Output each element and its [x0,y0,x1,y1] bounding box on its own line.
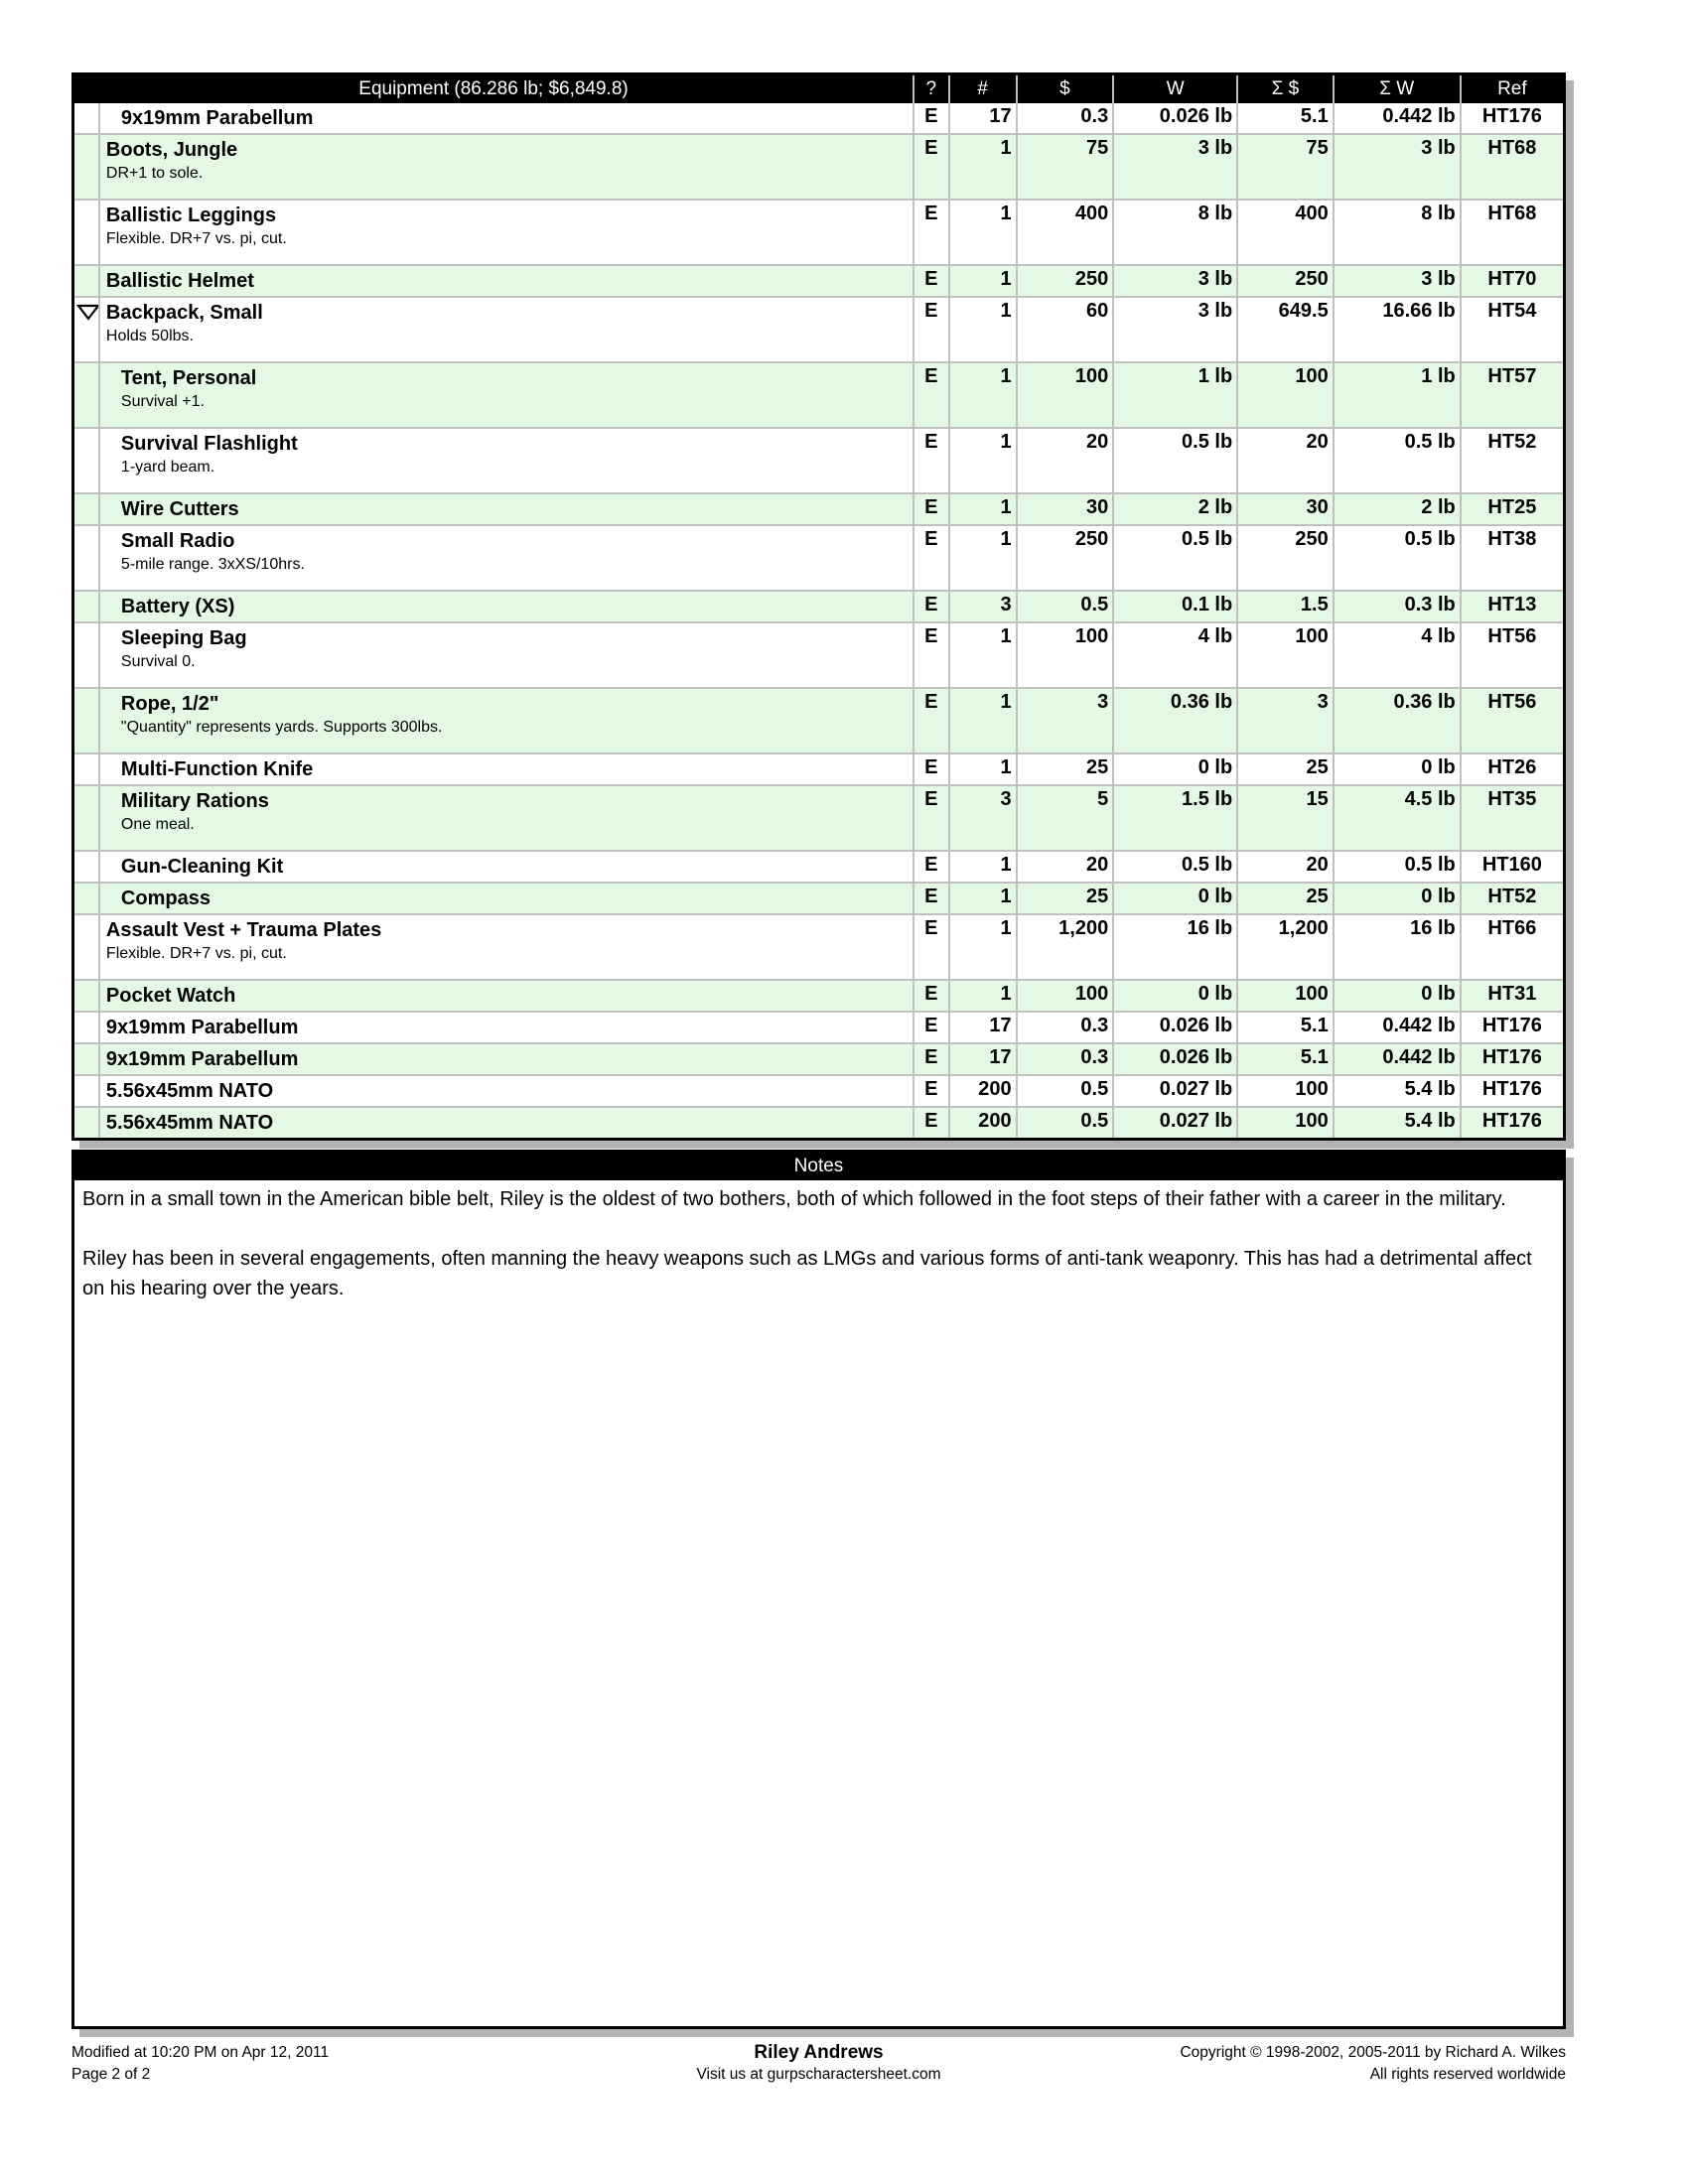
footer-left [71,2042,520,2086]
total-cost-value: 250 [1237,265,1334,297]
weight-value: 1 lb [1113,362,1237,428]
weight-value: 0.026 lb [1113,103,1237,134]
row-marker-cell [73,297,99,362]
total-cost-value: 100 [1237,622,1334,688]
item-cell [99,200,914,265]
item-name: Survival Flashlight [120,433,298,455]
character-name: Riley Andrews [754,2042,884,2063]
item-name: Military Rations [120,790,269,812]
quantity-value: 1 [949,914,1017,980]
row-marker-cell [73,1043,99,1075]
total-cost-value: 25 [1237,753,1334,785]
item-cell [99,134,914,200]
expand-collapse-icon[interactable] [76,304,99,321]
equipment-section [71,72,1566,1141]
ref-value: HT56 [1461,688,1565,753]
total-weight-value: 0.442 lb [1334,1043,1461,1075]
cost-value: 250 [1017,525,1114,591]
total-cost-value: 5.1 [1237,1012,1334,1043]
page-footer [71,2042,1566,2086]
item-cell [99,914,914,980]
col-header-flag: ? [914,74,949,104]
total-cost-value: 20 [1237,428,1334,493]
total-weight-value: 3 lb [1334,134,1461,200]
equipped-flag: E [914,134,949,200]
ref-value: HT52 [1461,428,1565,493]
ref-value: HT68 [1461,200,1565,265]
cost-value: 250 [1017,265,1114,297]
equipped-flag: E [914,493,949,525]
weight-value: 0.36 lb [1113,688,1237,753]
equipped-flag: E [914,297,949,362]
cost-value: 25 [1017,753,1114,785]
quantity-value: 200 [949,1107,1017,1140]
equipment-title: Equipment (86.286 lb; $6,849.8) [73,74,914,104]
rights-text: All rights reserved worldwide [1369,2066,1566,2083]
item-cell [99,980,914,1012]
table-row[interactable] [73,1107,1565,1140]
ref-value: HT176 [1461,103,1565,134]
equipped-flag: E [914,688,949,753]
weight-value: 0.5 lb [1113,428,1237,493]
cost-value: 3 [1017,688,1114,753]
item-cell [99,591,914,622]
item-description: "Quantity" represents yards. Supports 300lbs. [120,719,443,736]
notes-section [71,1150,1566,2029]
equipped-flag: E [914,265,949,297]
quantity-value: 1 [949,200,1017,265]
table-row[interactable] [73,688,1565,753]
notes-title: Notes [74,1153,1563,1180]
ref-value: HT52 [1461,883,1565,914]
cost-value: 20 [1017,851,1114,883]
equipped-flag: E [914,753,949,785]
row-marker-cell [73,525,99,591]
weight-value: 0 lb [1113,883,1237,914]
item-name: Gun-Cleaning Kit [120,856,284,878]
ref-value: HT35 [1461,785,1565,851]
item-name: Compass [120,887,211,909]
cost-value: 0.3 [1017,1043,1114,1075]
table-row[interactable] [73,428,1565,493]
quantity-value: 1 [949,688,1017,753]
cost-value: 20 [1017,428,1114,493]
item-cell [99,785,914,851]
equipped-flag: E [914,914,949,980]
cost-value: 30 [1017,493,1114,525]
cost-value: 0.5 [1017,1107,1114,1140]
equipped-flag: E [914,785,949,851]
quantity-value: 1 [949,525,1017,591]
ref-value: HT26 [1461,753,1565,785]
item-description: 5-mile range. 3xXS/10hrs. [120,556,305,573]
equipment-table-header [73,74,1565,104]
total-weight-value: 1 lb [1334,362,1461,428]
item-description: 1-yard beam. [120,459,215,476]
item-name: Wire Cutters [120,498,239,520]
row-marker-cell [73,200,99,265]
weight-value: 2 lb [1113,493,1237,525]
ref-value: HT176 [1461,1012,1565,1043]
quantity-value: 1 [949,622,1017,688]
weight-value: 0 lb [1113,980,1237,1012]
copyright-text: Copyright © 1998-2002, 2005-2011 by Richard A. Wilkes [1180,2044,1566,2061]
quantity-value: 17 [949,1043,1017,1075]
item-name: 5.56x45mm NATO [105,1112,274,1134]
total-weight-value: 5.4 lb [1334,1075,1461,1107]
table-row[interactable] [73,753,1565,785]
modified-timestamp: Modified at 10:20 PM on Apr 12, 2011 [71,2044,330,2061]
row-marker-cell [73,851,99,883]
footer-center [520,2042,1118,2086]
row-marker-cell [73,914,99,980]
item-cell [99,265,914,297]
col-header-sum-cost: Σ $ [1237,74,1334,104]
ref-value: HT176 [1461,1107,1565,1140]
row-marker-cell [73,883,99,914]
quantity-value: 3 [949,785,1017,851]
cost-value: 1,200 [1017,914,1114,980]
weight-value: 3 lb [1113,265,1237,297]
quantity-value: 1 [949,753,1017,785]
item-name: 9x19mm Parabellum [105,1017,299,1038]
cost-value: 25 [1017,883,1114,914]
quantity-value: 1 [949,134,1017,200]
item-name: Pocket Watch [105,985,236,1007]
equipped-flag: E [914,851,949,883]
quantity-value: 1 [949,883,1017,914]
equipment-table [71,72,1566,1141]
total-weight-value: 0.5 lb [1334,851,1461,883]
row-marker-cell [73,785,99,851]
total-cost-value: 30 [1237,493,1334,525]
row-marker-cell [73,1107,99,1140]
total-cost-value: 100 [1237,1107,1334,1140]
item-cell [99,428,914,493]
table-row[interactable] [73,200,1565,265]
col-header-sum-weight: Σ W [1334,74,1461,104]
equipped-flag: E [914,200,949,265]
table-row[interactable] [73,785,1565,851]
ref-value: HT31 [1461,980,1565,1012]
notes-paragraph: Born in a small town in the American bible belt, Riley is the oldest of two bothers, both of which followed in the foot steps of their father with a career in the military. [82,1188,1506,1210]
table-row[interactable] [73,103,1565,134]
item-name: Assault Vest + Trauma Plates [105,919,382,941]
item-description: Flexible. DR+7 vs. pi, cut. [105,230,287,247]
item-cell [99,1012,914,1043]
total-weight-value: 0 lb [1334,753,1461,785]
total-cost-value: 400 [1237,200,1334,265]
quantity-value: 1 [949,851,1017,883]
table-row[interactable] [73,1012,1565,1043]
table-row[interactable] [73,1075,1565,1107]
ref-value: HT56 [1461,622,1565,688]
item-name: Ballistic Leggings [105,205,277,226]
item-name: 9x19mm Parabellum [120,107,314,129]
total-cost-value: 100 [1237,362,1334,428]
table-row[interactable] [73,883,1565,914]
row-marker-cell [73,1075,99,1107]
item-cell [99,1075,914,1107]
item-name: Boots, Jungle [105,139,238,161]
item-name: Rope, 1/2" [120,693,219,715]
item-name: Multi-Function Knife [120,758,314,780]
total-cost-value: 20 [1237,851,1334,883]
item-description: Flexible. DR+7 vs. pi, cut. [105,945,287,962]
quantity-value: 1 [949,428,1017,493]
weight-value: 3 lb [1113,297,1237,362]
item-cell [99,297,914,362]
total-cost-value: 25 [1237,883,1334,914]
weight-value: 0.026 lb [1113,1012,1237,1043]
quantity-value: 1 [949,493,1017,525]
total-cost-value: 15 [1237,785,1334,851]
weight-value: 0.5 lb [1113,851,1237,883]
page-number: Page 2 of 2 [71,2066,151,2083]
table-row[interactable] [73,297,1565,362]
weight-value: 4 lb [1113,622,1237,688]
item-cell [99,622,914,688]
total-weight-value: 0.5 lb [1334,525,1461,591]
footer-right [1118,2042,1567,2086]
weight-value: 1.5 lb [1113,785,1237,851]
total-weight-value: 0 lb [1334,980,1461,1012]
total-weight-value: 0.3 lb [1334,591,1461,622]
ref-value: HT176 [1461,1043,1565,1075]
total-cost-value: 100 [1237,980,1334,1012]
ref-value: HT38 [1461,525,1565,591]
row-marker-cell [73,493,99,525]
total-cost-value: 1.5 [1237,591,1334,622]
equipped-flag: E [914,362,949,428]
total-weight-value: 16 lb [1334,914,1461,980]
cost-value: 75 [1017,134,1114,200]
total-weight-value: 16.66 lb [1334,297,1461,362]
item-cell [99,525,914,591]
ref-value: HT66 [1461,914,1565,980]
quantity-value: 3 [949,591,1017,622]
total-cost-value: 250 [1237,525,1334,591]
ref-value: HT70 [1461,265,1565,297]
ref-value: HT176 [1461,1075,1565,1107]
item-cell [99,851,914,883]
row-marker-cell [73,1012,99,1043]
row-marker-cell [73,428,99,493]
cost-value: 100 [1017,622,1114,688]
weight-value: 0.026 lb [1113,1043,1237,1075]
total-weight-value: 5.4 lb [1334,1107,1461,1140]
weight-value: 0.027 lb [1113,1075,1237,1107]
item-name: Sleeping Bag [120,627,247,649]
weight-value: 8 lb [1113,200,1237,265]
table-row[interactable] [73,493,1565,525]
equipped-flag: E [914,1107,949,1140]
item-description: Survival 0. [120,653,196,670]
equipped-flag: E [914,103,949,134]
col-header-cost: $ [1017,74,1114,104]
item-name: Backpack, Small [105,302,263,324]
ref-value: HT54 [1461,297,1565,362]
item-cell [99,688,914,753]
cost-value: 0.5 [1017,591,1114,622]
col-header-ref: Ref [1461,74,1565,104]
row-marker-cell [73,134,99,200]
equipped-flag: E [914,1075,949,1107]
item-name: 9x19mm Parabellum [105,1048,299,1070]
row-marker-cell [73,103,99,134]
item-cell [99,1107,914,1140]
row-marker-cell [73,980,99,1012]
item-cell [99,883,914,914]
page-content [71,72,1566,2086]
row-marker-cell [73,688,99,753]
total-weight-value: 0.442 lb [1334,103,1461,134]
equipped-flag: E [914,591,949,622]
total-weight-value: 3 lb [1334,265,1461,297]
col-header-quantity: # [949,74,1017,104]
item-description: DR+1 to sole. [105,165,204,182]
notes-paragraph: Riley has been in several engagements, often manning the heavy weapons such as LMGs and various forms of anti-tank weaponry. This has had a detrimental affect on his hearing over the years. [82,1248,1532,1299]
table-row[interactable] [73,362,1565,428]
equipped-flag: E [914,1043,949,1075]
cost-value: 0.5 [1017,1075,1114,1107]
item-name: Ballistic Helmet [105,270,254,292]
row-marker-cell [73,265,99,297]
weight-value: 0.027 lb [1113,1107,1237,1140]
item-name: 5.56x45mm NATO [105,1080,274,1102]
equipped-flag: E [914,428,949,493]
total-weight-value: 0.5 lb [1334,428,1461,493]
total-weight-value: 0 lb [1334,883,1461,914]
total-cost-value: 5.1 [1237,1043,1334,1075]
item-name: Battery (XS) [120,596,235,617]
total-cost-value: 1,200 [1237,914,1334,980]
weight-value: 3 lb [1113,134,1237,200]
notes-text[interactable] [74,1180,1563,2026]
weight-value: 0.1 lb [1113,591,1237,622]
table-row[interactable] [73,134,1565,200]
cost-value: 100 [1017,362,1114,428]
total-weight-value: 4.5 lb [1334,785,1461,851]
site-link[interactable]: Visit us at gurpscharactersheet.com [696,2066,941,2083]
total-weight-value: 0.36 lb [1334,688,1461,753]
item-cell [99,493,914,525]
cost-value: 400 [1017,200,1114,265]
quantity-value: 17 [949,1012,1017,1043]
row-marker-cell [73,591,99,622]
item-description: Holds 50lbs. [105,328,194,344]
total-weight-value: 4 lb [1334,622,1461,688]
item-name: Tent, Personal [120,367,257,389]
total-cost-value: 75 [1237,134,1334,200]
quantity-value: 17 [949,103,1017,134]
weight-value: 16 lb [1113,914,1237,980]
table-row[interactable] [73,914,1565,980]
quantity-value: 1 [949,265,1017,297]
ref-value: HT160 [1461,851,1565,883]
quantity-value: 1 [949,297,1017,362]
equipped-flag: E [914,1012,949,1043]
item-name: Small Radio [120,530,235,552]
quantity-value: 1 [949,980,1017,1012]
cost-value: 0.3 [1017,103,1114,134]
table-row[interactable] [73,980,1565,1012]
item-description: Survival +1. [120,393,205,410]
table-row[interactable] [73,265,1565,297]
weight-value: 0.5 lb [1113,525,1237,591]
table-row[interactable] [73,851,1565,883]
row-marker-cell [73,622,99,688]
table-row[interactable] [73,622,1565,688]
item-description: One meal. [120,816,195,833]
equipped-flag: E [914,622,949,688]
total-cost-value: 100 [1237,1075,1334,1107]
total-weight-value: 2 lb [1334,493,1461,525]
table-row[interactable] [73,1043,1565,1075]
row-marker-cell [73,753,99,785]
equipped-flag: E [914,980,949,1012]
ref-value: HT13 [1461,591,1565,622]
total-cost-value: 649.5 [1237,297,1334,362]
total-weight-value: 0.442 lb [1334,1012,1461,1043]
table-row[interactable] [73,525,1565,591]
item-cell [99,362,914,428]
total-cost-value: 5.1 [1237,103,1334,134]
weight-value: 0 lb [1113,753,1237,785]
cost-value: 60 [1017,297,1114,362]
cost-value: 5 [1017,785,1114,851]
col-header-weight: W [1113,74,1237,104]
item-cell [99,753,914,785]
row-marker-cell [73,362,99,428]
ref-value: HT25 [1461,493,1565,525]
cost-value: 100 [1017,980,1114,1012]
equipment-rows [73,103,1565,1140]
ref-value: HT57 [1461,362,1565,428]
item-cell [99,1043,914,1075]
table-row[interactable] [73,591,1565,622]
cost-value: 0.3 [1017,1012,1114,1043]
equipped-flag: E [914,883,949,914]
equipped-flag: E [914,525,949,591]
quantity-value: 1 [949,362,1017,428]
total-cost-value: 3 [1237,688,1334,753]
quantity-value: 200 [949,1075,1017,1107]
item-cell [99,103,914,134]
ref-value: HT68 [1461,134,1565,200]
total-weight-value: 8 lb [1334,200,1461,265]
